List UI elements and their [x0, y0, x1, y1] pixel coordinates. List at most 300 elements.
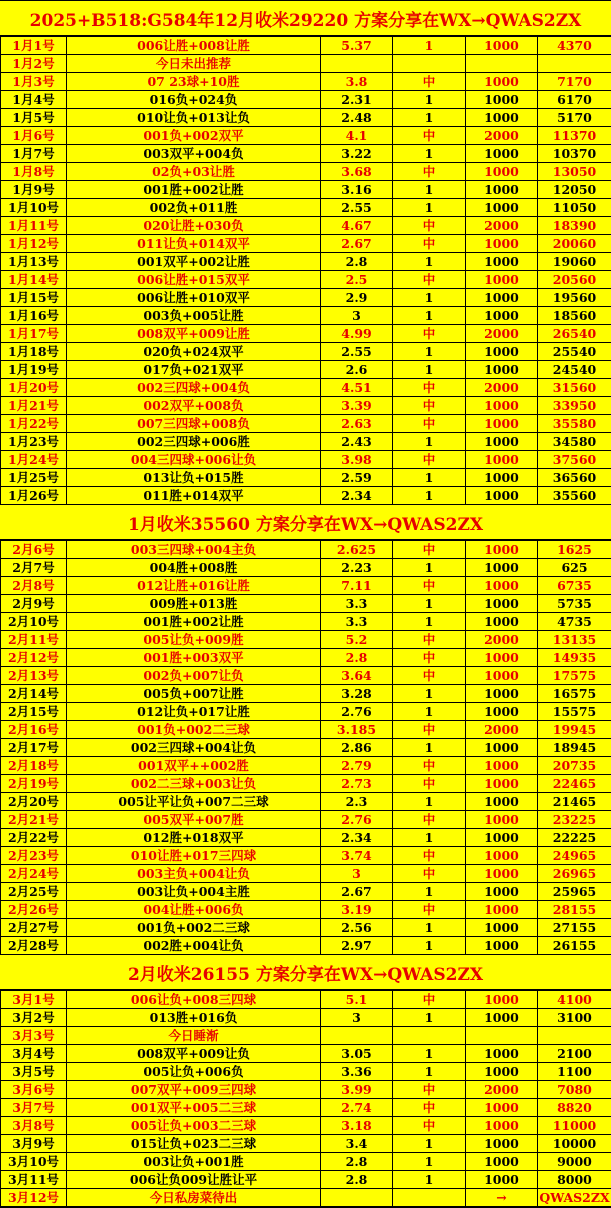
table-row: [0, 109, 611, 126]
match-cell: 005让负+006负: [67, 1063, 320, 1080]
date-cell: 2月6号: [1, 541, 66, 558]
odds-cell: 5.1: [321, 991, 392, 1008]
stake-cell: 1000: [466, 163, 537, 180]
stake-cell: 1000: [466, 253, 537, 270]
date-cell: 2月21号: [1, 811, 66, 828]
table-row: [0, 613, 611, 630]
odds-cell: 2.6: [321, 361, 392, 378]
date-cell: 1月7号: [1, 145, 66, 162]
stake-cell: 1000: [466, 775, 537, 792]
result-cell: 中: [393, 847, 465, 864]
stake-cell: 1000: [466, 145, 537, 162]
stake-cell: 1000: [466, 919, 537, 936]
odds-cell: 3.39: [321, 397, 392, 414]
table-row: [0, 847, 611, 864]
balance-cell: 4100: [538, 991, 611, 1008]
stake-cell: →: [466, 1189, 537, 1206]
balance-cell: 35560: [538, 487, 611, 504]
stake-cell: 1000: [466, 883, 537, 900]
result-cell: 1: [393, 199, 465, 216]
sheet-title: 2025+B518:G584年12月收米29220 方案分享在WX→QWAS2ZX: [0, 1, 611, 35]
date-cell: 1月3号: [1, 73, 66, 90]
date-cell: 1月8号: [1, 163, 66, 180]
match-cell: 002三四球+004让负: [67, 739, 320, 756]
match-cell: 003负+005让胜: [67, 307, 320, 324]
date-cell: 2月22号: [1, 829, 66, 846]
stake-cell: 1000: [466, 595, 537, 612]
table-row: [0, 163, 611, 180]
odds-cell: 2.8: [321, 649, 392, 666]
balance-cell: 12050: [538, 181, 611, 198]
stake-cell: 2000: [466, 721, 537, 738]
stake-cell: 2000: [466, 217, 537, 234]
date-cell: 2月20号: [1, 793, 66, 810]
stake-cell: 1000: [466, 1009, 537, 1026]
stake-cell: 1000: [466, 37, 537, 54]
balance-cell: 625: [538, 559, 611, 576]
balance-cell: 22225: [538, 829, 611, 846]
odds-cell: 2.48: [321, 109, 392, 126]
balance-cell: 34580: [538, 433, 611, 450]
result-cell: 1: [393, 883, 465, 900]
table-row: [0, 91, 611, 108]
odds-cell: 2.73: [321, 775, 392, 792]
balance-cell: 14935: [538, 649, 611, 666]
balance-cell: [538, 1027, 611, 1044]
stake-cell: 1000: [466, 613, 537, 630]
match-cell: 011胜+014双平: [67, 487, 320, 504]
balance-cell: 31560: [538, 379, 611, 396]
table-row: [0, 415, 611, 432]
odds-cell: 3.18: [321, 1117, 392, 1134]
date-cell: 1月14号: [1, 271, 66, 288]
table-row: [0, 883, 611, 900]
date-cell: 3月11号: [1, 1171, 66, 1188]
balance-cell: 2100: [538, 1045, 611, 1062]
result-cell: 中: [393, 775, 465, 792]
date-cell: 3月6号: [1, 1081, 66, 1098]
balance-cell: 10370: [538, 145, 611, 162]
match-cell: 005双平+007胜: [67, 811, 320, 828]
result-cell: 1: [393, 289, 465, 306]
odds-cell: 2.8: [321, 1153, 392, 1170]
date-cell: 1月2号: [1, 55, 66, 72]
date-cell: 1月20号: [1, 379, 66, 396]
balance-cell: 11370: [538, 127, 611, 144]
table-row: [0, 919, 611, 936]
balance-cell: 18390: [538, 217, 611, 234]
match-cell: 004胜+008胜: [67, 559, 320, 576]
date-cell: 2月11号: [1, 631, 66, 648]
date-cell: 1月26号: [1, 487, 66, 504]
odds-cell: [321, 1189, 392, 1206]
odds-cell: 2.76: [321, 811, 392, 828]
table-row: [0, 55, 611, 72]
stake-cell: 2000: [466, 631, 537, 648]
table-row: [0, 703, 611, 720]
stake-cell: [466, 1027, 537, 1044]
month-summary: 1月收米35560 方案分享在WX→QWAS2ZX: [0, 505, 611, 539]
result-cell: 中: [393, 451, 465, 468]
balance-cell: 24965: [538, 847, 611, 864]
odds-cell: 3.16: [321, 181, 392, 198]
table-row: [0, 595, 611, 612]
balance-cell: 1100: [538, 1063, 611, 1080]
table-row: [0, 289, 611, 306]
balance-cell: 13135: [538, 631, 611, 648]
odds-cell: 3.68: [321, 163, 392, 180]
balance-cell: 24540: [538, 361, 611, 378]
match-cell: 001双平+005二三球: [67, 1099, 320, 1116]
balance-cell: 1625: [538, 541, 611, 558]
balance-cell: 9000: [538, 1153, 611, 1170]
balance-cell: 6170: [538, 91, 611, 108]
stake-cell: 1000: [466, 865, 537, 882]
odds-cell: 2.74: [321, 1099, 392, 1116]
stake-cell: [466, 55, 537, 72]
stake-cell: 1000: [466, 739, 537, 756]
balance-cell: 20060: [538, 235, 611, 252]
odds-cell: [321, 1027, 392, 1044]
result-cell: [393, 1189, 465, 1206]
result-cell: 中: [393, 811, 465, 828]
match-cell: 012让胜+016让胜: [67, 577, 320, 594]
table-row: [0, 235, 611, 252]
result-cell: 中: [393, 325, 465, 342]
date-cell: 1月11号: [1, 217, 66, 234]
stake-cell: 1000: [466, 199, 537, 216]
date-cell: 1月21号: [1, 397, 66, 414]
table-row: [0, 181, 611, 198]
stake-cell: 1000: [466, 73, 537, 90]
odds-cell: 3: [321, 1009, 392, 1026]
table-row: [0, 541, 611, 558]
odds-cell: 3: [321, 307, 392, 324]
table-row: [0, 253, 611, 270]
result-cell: 1: [393, 91, 465, 108]
date-cell: 2月28号: [1, 937, 66, 954]
stake-cell: 1000: [466, 289, 537, 306]
balance-cell: 17575: [538, 667, 611, 684]
date-cell: 1月10号: [1, 199, 66, 216]
stake-cell: 1000: [466, 415, 537, 432]
table-row: [0, 451, 611, 468]
odds-cell: 3.74: [321, 847, 392, 864]
date-cell: 2月27号: [1, 919, 66, 936]
result-cell: [393, 55, 465, 72]
table-row: [0, 1171, 611, 1188]
odds-cell: 2.43: [321, 433, 392, 450]
odds-cell: 2.55: [321, 343, 392, 360]
table-row: [0, 1009, 611, 1026]
balance-cell: 18560: [538, 307, 611, 324]
stake-cell: 2000: [466, 325, 537, 342]
date-cell: 1月6号: [1, 127, 66, 144]
odds-cell: 2.59: [321, 469, 392, 486]
date-cell: 2月12号: [1, 649, 66, 666]
date-cell: 1月24号: [1, 451, 66, 468]
date-cell: 2月10号: [1, 613, 66, 630]
match-cell: 006让胜+015双平: [67, 271, 320, 288]
result-cell: [393, 1027, 465, 1044]
odds-cell: 2.97: [321, 937, 392, 954]
date-cell: 1月5号: [1, 109, 66, 126]
odds-cell: 3.36: [321, 1063, 392, 1080]
table-row: [0, 325, 611, 342]
result-cell: 1: [393, 919, 465, 936]
date-cell: 2月19号: [1, 775, 66, 792]
date-cell: 1月12号: [1, 235, 66, 252]
stake-cell: 1000: [466, 703, 537, 720]
stake-cell: 1000: [466, 343, 537, 360]
date-cell: 2月23号: [1, 847, 66, 864]
stake-cell: 1000: [466, 307, 537, 324]
match-cell: 001胜+003双平: [67, 649, 320, 666]
date-cell: 1月15号: [1, 289, 66, 306]
balance-cell: 36560: [538, 469, 611, 486]
result-cell: 中: [393, 991, 465, 1008]
result-cell: 1: [393, 109, 465, 126]
match-cell: 004三四球+006让负: [67, 451, 320, 468]
date-cell: 2月8号: [1, 577, 66, 594]
match-cell: 001负+002二三球: [67, 721, 320, 738]
result-cell: 1: [393, 361, 465, 378]
stake-cell: 1000: [466, 109, 537, 126]
balance-cell: 25540: [538, 343, 611, 360]
result-cell: 1: [393, 739, 465, 756]
match-cell: 002三四球+004负: [67, 379, 320, 396]
date-cell: 3月1号: [1, 991, 66, 1008]
table-row: [0, 1027, 611, 1044]
balance-cell: 6735: [538, 577, 611, 594]
table-row: [0, 433, 611, 450]
stake-cell: 1000: [466, 1135, 537, 1152]
balance-cell: QWAS2ZX: [539, 1190, 610, 1205]
match-cell: 007三四球+008负: [67, 415, 320, 432]
stake-cell: 1000: [466, 397, 537, 414]
stake-cell: 1000: [466, 577, 537, 594]
result-cell: 1: [393, 1135, 465, 1152]
date-cell: 1月19号: [1, 361, 66, 378]
date-cell: 2月9号: [1, 595, 66, 612]
result-cell: 中: [393, 163, 465, 180]
match-cell: 008双平+009让负: [67, 1045, 320, 1062]
match-cell: 008双平+009让胜: [67, 325, 320, 342]
match-cell: 003主负+004让负: [67, 865, 320, 882]
table-row: [0, 811, 611, 828]
result-cell: 1: [393, 703, 465, 720]
result-cell: 1: [393, 469, 465, 486]
date-cell: 1月17号: [1, 325, 66, 342]
date-cell: 2月24号: [1, 865, 66, 882]
table-row: [0, 127, 611, 144]
match-cell: 013让负+015胜: [67, 469, 320, 486]
table-row: [0, 397, 611, 414]
odds-cell: 3.64: [321, 667, 392, 684]
balance-cell: 4370: [538, 37, 611, 54]
balance-cell: 20735: [538, 757, 611, 774]
result-cell: 中: [393, 415, 465, 432]
odds-cell: 3.3: [321, 613, 392, 630]
date-cell: 3月3号: [1, 1027, 66, 1044]
odds-cell: 2.8: [321, 1171, 392, 1188]
table-row: [0, 667, 611, 684]
date-cell: 1月22号: [1, 415, 66, 432]
result-cell: 中: [393, 379, 465, 396]
stake-cell: 2000: [466, 1081, 537, 1098]
stake-cell: 1000: [466, 1153, 537, 1170]
table-row: [0, 73, 611, 90]
date-cell: 3月4号: [1, 1045, 66, 1062]
table-row: [0, 361, 611, 378]
balance-cell: 8820: [538, 1099, 611, 1116]
match-cell: 010让负+013让负: [67, 109, 320, 126]
match-cell: 002二三球+003让负: [67, 775, 320, 792]
balance-cell: 26540: [538, 325, 611, 342]
stake-cell: 2000: [466, 379, 537, 396]
balance-cell: 27155: [538, 919, 611, 936]
date-cell: 2月17号: [1, 739, 66, 756]
balance-cell: 22465: [538, 775, 611, 792]
result-cell: 1: [393, 559, 465, 576]
odds-cell: 4.67: [321, 217, 392, 234]
table-row: [0, 217, 611, 234]
table-row: [0, 1135, 611, 1152]
match-cell: 004让胜+006负: [67, 901, 320, 918]
odds-cell: 3.22: [321, 145, 392, 162]
result-cell: 中: [393, 1081, 465, 1098]
odds-cell: 2.8: [321, 253, 392, 270]
odds-cell: 4.99: [321, 325, 392, 342]
table-row: [0, 757, 611, 774]
table-row: [0, 1081, 611, 1098]
balance-cell: 19060: [538, 253, 611, 270]
match-cell: 005让负+003二三球: [67, 1117, 320, 1134]
balance-cell: 11050: [538, 199, 611, 216]
stake-cell: 2000: [466, 127, 537, 144]
match-cell: 003让负+004主胜: [67, 883, 320, 900]
match-cell: 今日睡渐: [67, 1027, 320, 1044]
stake-cell: 1000: [466, 757, 537, 774]
match-cell: 009胜+013胜: [67, 595, 320, 612]
date-cell: 2月18号: [1, 757, 66, 774]
date-cell: 3月8号: [1, 1117, 66, 1134]
table-row: [0, 1117, 611, 1134]
match-cell: 001胜+002让胜: [67, 613, 320, 630]
balance-cell: 33950: [538, 397, 611, 414]
result-cell: 1: [393, 343, 465, 360]
odds-cell: 3.28: [321, 685, 392, 702]
result-cell: 中: [393, 397, 465, 414]
stake-cell: 1000: [466, 937, 537, 954]
odds-cell: 2.55: [321, 199, 392, 216]
odds-cell: 3.98: [321, 451, 392, 468]
table-row: [0, 577, 611, 594]
balance-cell: 13050: [538, 163, 611, 180]
table-row: [0, 1063, 611, 1080]
date-cell: 2月15号: [1, 703, 66, 720]
result-cell: 中: [393, 577, 465, 594]
odds-cell: 2.86: [321, 739, 392, 756]
match-cell: 012让负+017让胜: [67, 703, 320, 720]
stake-cell: 1000: [466, 1099, 537, 1116]
result-cell: 中: [393, 1117, 465, 1134]
balance-cell: 5735: [538, 595, 611, 612]
date-cell: 1月16号: [1, 307, 66, 324]
odds-cell: 4.1: [321, 127, 392, 144]
match-cell: 007双平+009三四球: [67, 1081, 320, 1098]
odds-cell: 4.51: [321, 379, 392, 396]
date-cell: 1月13号: [1, 253, 66, 270]
balance-cell: 7170: [538, 73, 611, 90]
date-cell: 1月1号: [1, 37, 66, 54]
match-cell: 001胜+002让胜: [67, 181, 320, 198]
odds-cell: [321, 55, 392, 72]
balance-cell: 21465: [538, 793, 611, 810]
match-cell: 005让负+009胜: [67, 631, 320, 648]
result-cell: 中: [393, 649, 465, 666]
match-cell: 07 23球+10胜: [67, 73, 320, 90]
stake-cell: 1000: [466, 451, 537, 468]
month-summary: 2月收米26155 方案分享在WX→QWAS2ZX: [0, 955, 611, 989]
match-cell: 006让胜+010双平: [67, 289, 320, 306]
date-cell: 3月2号: [1, 1009, 66, 1026]
odds-cell: 2.67: [321, 235, 392, 252]
match-cell: 010让胜+017三四球: [67, 847, 320, 864]
table-row: [0, 631, 611, 648]
stake-cell: 1000: [466, 235, 537, 252]
match-cell: 020负+024双平: [67, 343, 320, 360]
odds-cell: 2.56: [321, 919, 392, 936]
table-row: [0, 379, 611, 396]
odds-cell: 2.67: [321, 883, 392, 900]
match-cell: 003双平+004负: [67, 145, 320, 162]
result-cell: 1: [393, 829, 465, 846]
table-row: [0, 685, 611, 702]
date-cell: 3月5号: [1, 1063, 66, 1080]
date-cell: 2月13号: [1, 667, 66, 684]
result-cell: 中: [393, 217, 465, 234]
date-cell: 1月23号: [1, 433, 66, 450]
result-cell: 1: [393, 793, 465, 810]
balance-cell: 25965: [538, 883, 611, 900]
balance-cell: 19945: [538, 721, 611, 738]
result-cell: 中: [393, 271, 465, 288]
match-cell: 001双平+002让胜: [67, 253, 320, 270]
match-cell: 003三四球+004主负: [67, 541, 320, 558]
match-cell: 015让负+023二三球: [67, 1135, 320, 1152]
match-cell: 002胜+004让负: [67, 937, 320, 954]
match-cell: 006让胜+008让胜: [67, 37, 320, 54]
result-cell: 中: [393, 127, 465, 144]
stake-cell: 1000: [466, 1063, 537, 1080]
match-cell: 02负+03让胜: [67, 163, 320, 180]
odds-cell: 2.625: [321, 541, 392, 558]
match-cell: 001双平++002胜: [67, 757, 320, 774]
odds-cell: 3.4: [321, 1135, 392, 1152]
table-row: [0, 739, 611, 756]
odds-cell: 3.99: [321, 1081, 392, 1098]
match-cell: 005让平让负+007二三球: [67, 793, 320, 810]
result-cell: 1: [393, 1171, 465, 1188]
stake-cell: 1000: [466, 433, 537, 450]
odds-cell: 3.19: [321, 901, 392, 918]
odds-cell: 2.23: [321, 559, 392, 576]
result-cell: 中: [393, 667, 465, 684]
result-cell: 中: [393, 631, 465, 648]
odds-cell: 3: [321, 865, 392, 882]
balance-cell: 26155: [538, 937, 611, 954]
